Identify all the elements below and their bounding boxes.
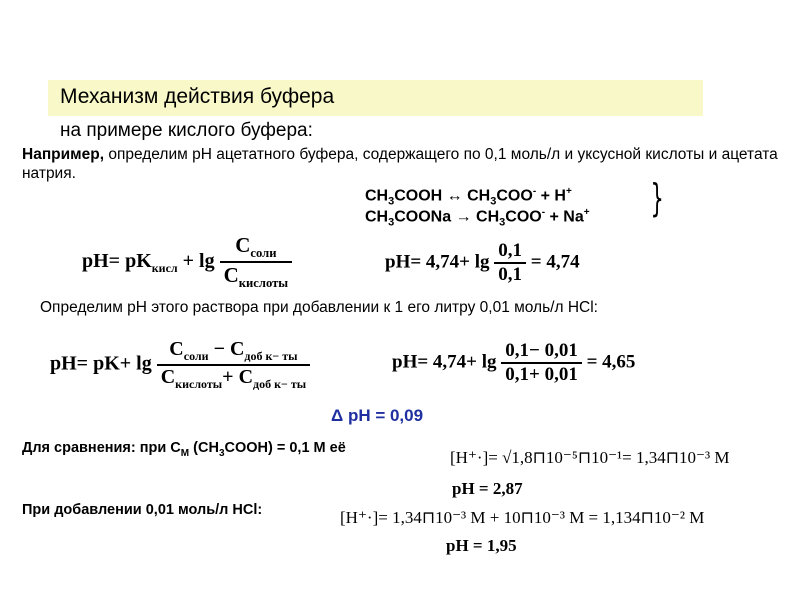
delta-ph: Δ рН = 0,09 [331,406,424,425]
reaction-acid: $CH_3COOH$ ↔ $CH_3COO^- + H^+$ [365,186,572,208]
intro-text: определим рН ацетатного буфера, содержащего по 0,1 моль/л и уксусной кислоты и ацетата натрия. [22,146,778,182]
addition-ph: pH = 1,95 [446,536,517,555]
reaction-salt: $CH_3COONa \to CH_3COO^- + Na^+$ [365,207,590,229]
slide-subtitle: на примере кислого буфера: [60,120,313,141]
formula-henderson-added: pH= pK+ lg $\frac{C_{соли} - C_{доб к- ты}}{C_{кислоты}+ C_{доб к- ты}}$ [50,338,310,392]
slide-title: Механизм действия буфера [60,85,335,108]
compare-expression: [H⁺·]= √1,8⊓10⁻⁵⊓10⁻¹= 1,34⊓10⁻³ M [450,448,730,467]
compare-label: Для сравнения: при $C_M$ $(CH_3COOH) = 0,1$ М её [22,440,346,459]
intro-lead: Например, [22,146,105,163]
formula-henderson: $pH= pK_{кисл} + \lg$ $\frac{C_{соли}}{C_{кислоты}}$ [82,233,292,291]
reaction-brace: } [650,176,664,220]
addition-expression: [H⁺·]= 1,34⊓10⁻³ M + 10⊓10⁻³ M = 1,134⊓10⁻² M [340,508,705,527]
intro-paragraph [22,145,782,183]
addition-label: При добавлении 0,01 моль/л HCl: [22,502,263,518]
calc-ph-added: pH= 4,74+ lg $\frac{0,1- 0,01}{0,1+ 0,01}$ = 4,65 [392,340,636,385]
note-add-hcl: Определим рН этого раствора при добавлении к 1 его литру 0,01 моль/л HCl: [40,299,598,316]
compare-ph: pH = 2,87 [452,479,523,498]
calc-ph-initial: pH= 4,74+ lg $\frac{0,1}{0,1}$ = 4,74 [385,240,580,285]
